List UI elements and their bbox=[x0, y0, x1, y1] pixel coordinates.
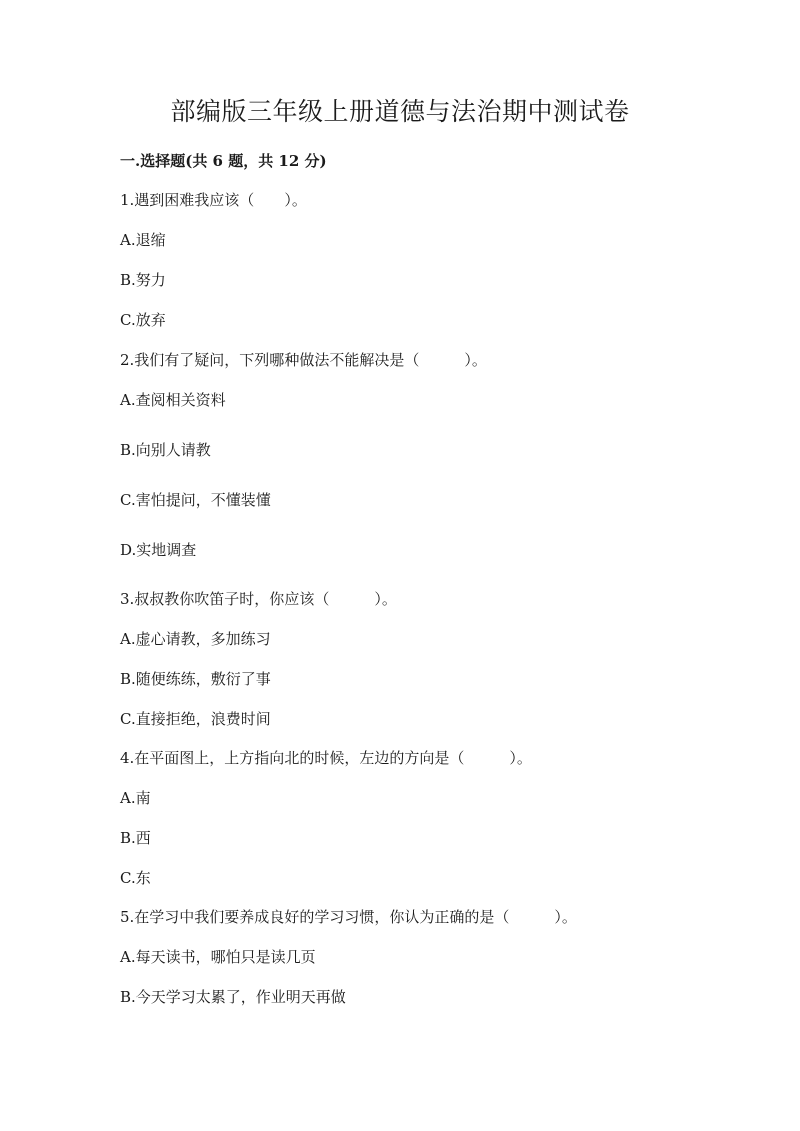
section-heading: 一.选择题(共 6 题，共 12 分) bbox=[120, 152, 327, 170]
question-5-stem: 5.在学习中我们要养成良好的学习习惯，你认为正确的是（ ）。 bbox=[120, 908, 577, 926]
question-4-option-a: A.南 bbox=[120, 789, 151, 807]
question-4-option-c: C.东 bbox=[120, 869, 151, 887]
question-2-stem: 2.我们有了疑问，下列哪种做法不能解决是（ ）。 bbox=[120, 351, 487, 369]
question-1-option-b: B.努力 bbox=[120, 271, 166, 289]
question-2-option-c: C.害怕提问，不懂装懂 bbox=[120, 491, 271, 509]
question-5-option-b: B.今天学习太累了，作业明天再做 bbox=[120, 988, 346, 1006]
question-3-stem: 3.叔叔教你吹笛子时，你应该（ ）。 bbox=[120, 590, 397, 608]
question-3-option-b: B.随便练练，敷衍了事 bbox=[120, 670, 271, 688]
exam-title: 部编版三年级上册道德与法治期中测试卷 bbox=[170, 97, 630, 126]
question-5-option-a: A.每天读书，哪怕只是读几页 bbox=[120, 948, 316, 966]
question-4-stem: 4.在平面图上，上方指向北的时候，左边的方向是（ ）。 bbox=[120, 749, 532, 767]
question-2-option-d: D.实地调查 bbox=[120, 541, 197, 559]
question-3-option-c: C.直接拒绝，浪费时间 bbox=[120, 710, 271, 728]
question-2-option-b: B.向别人请教 bbox=[120, 441, 211, 459]
question-1-option-a: A.退缩 bbox=[120, 231, 166, 249]
question-3-option-a: A.虚心请教，多加练习 bbox=[120, 630, 271, 648]
question-1-option-c: C.放弃 bbox=[120, 311, 166, 329]
question-2-option-a: A.查阅相关资料 bbox=[120, 391, 226, 409]
question-4-option-b: B.西 bbox=[120, 829, 151, 847]
question-1-stem: 1.遇到困难我应该（ ）。 bbox=[120, 191, 307, 209]
